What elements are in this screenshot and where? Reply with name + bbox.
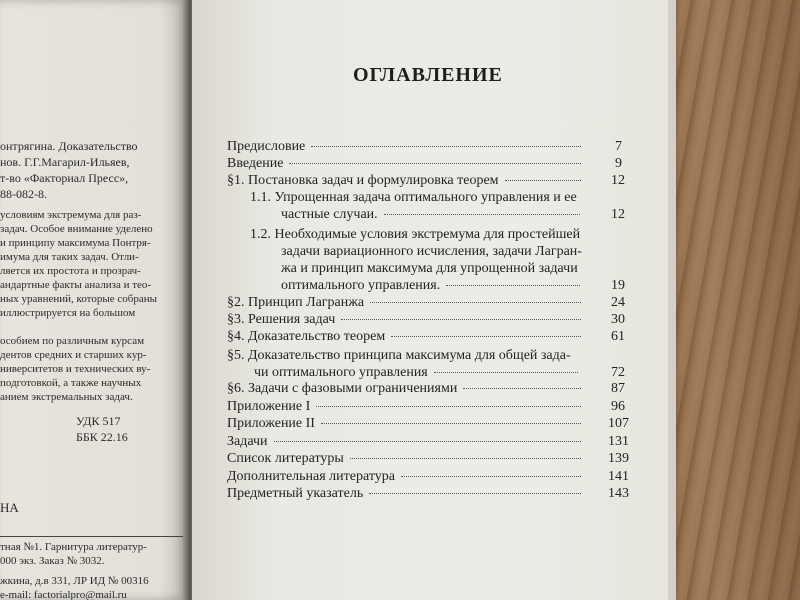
toc-entry-label: 1.2. Необходимые условия экстремума для простейшей <box>250 227 581 242</box>
toc-page-number: 7 <box>615 139 622 154</box>
left-page-abstract-line: иллюстрируется на большом <box>0 307 136 319</box>
toc-entry-label: Дополнительная литература <box>227 469 395 484</box>
imprint-line: тная №1. Гарнитура литератур- <box>0 541 147 553</box>
left-page-abstract-line: условиям экстремума для раз- <box>0 209 142 221</box>
toc-entry-section-4 <box>227 329 587 345</box>
toc-entry-label: Приложение II <box>227 416 315 431</box>
toc-page-number: 30 <box>611 312 625 327</box>
toc-entry-label: чи оптимального управления <box>254 365 428 380</box>
toc-entry-additional-references <box>227 469 587 485</box>
toc-entry-subject-index <box>227 486 587 502</box>
toc-entry-label: §4. Доказательство теорем <box>227 329 386 344</box>
toc-entry-label: §1. Постановка задач и формулировка теорем <box>227 173 499 188</box>
toc-page-number: 24 <box>611 295 625 310</box>
toc-entry-problems <box>227 434 587 450</box>
toc-entry-label: оптимального управления. <box>281 278 441 293</box>
toc-entry-label: Предметный указатель <box>227 486 364 501</box>
toc-page-number: 19 <box>611 278 625 293</box>
toc-entry-appendix-2 <box>227 416 587 432</box>
toc-entry-label: §5. Доказательство принципа максимума для общей зада- <box>227 348 571 363</box>
toc-entry-section-6 <box>227 381 587 397</box>
toc-entry-label: Приложение I <box>227 399 311 414</box>
toc-title: ОГЛАВЛЕНИЕ <box>353 64 503 86</box>
left-page-line: т-во «Факториал Пресс», <box>0 171 129 185</box>
left-page-abstract-line: ниверситетов и технических ву- <box>0 363 151 375</box>
toc-entry-label: §2. Принцип Лагранжа <box>227 295 365 310</box>
toc-entry-label: Список литературы <box>227 451 344 466</box>
toc-page-number: 96 <box>611 399 625 414</box>
page-edge <box>668 0 676 600</box>
imprint-divider <box>0 536 184 537</box>
toc-page-number: 107 <box>608 416 629 431</box>
toc-entry-section-2 <box>227 295 587 311</box>
toc-page-number: 141 <box>608 469 629 484</box>
toc-entry-appendix-1 <box>227 399 587 415</box>
left-page-abstract-line: имума для таких задач. Отли- <box>0 251 139 263</box>
toc-entry-label: §6. Задачи с фазовыми ограничениями <box>227 381 458 396</box>
left-page-abstract-line: подготовкой, а также научных <box>0 377 142 389</box>
left-page-line: нов. Г.Г.Магарил-Ильяев, <box>0 155 130 169</box>
toc-entry-label: Введение <box>227 156 284 171</box>
toc-page-number: 72 <box>611 365 625 380</box>
toc-entry-label: Задачи <box>227 434 268 449</box>
toc-entry-1-1 <box>281 207 586 223</box>
toc-entry-references <box>227 451 587 467</box>
left-page-abstract-line: ных уравнений, которые собраны <box>0 293 157 305</box>
toc-entry-section-5 <box>254 365 584 381</box>
toc-entry-preface <box>227 139 587 155</box>
toc-entry-label: частные случаи. <box>281 207 378 222</box>
left-page-line: онтрягина. Доказательство <box>0 139 138 153</box>
toc-entry-label: жа и принцип максимума для упрощенной задачи <box>281 261 578 276</box>
toc-page-number: 139 <box>608 451 629 466</box>
toc-page-number: 61 <box>611 329 625 344</box>
toc-entry-label: задачи вариационного исчисления, задачи Лагран- <box>281 244 582 259</box>
imprint-line: 000 экз. Заказ № 3032. <box>0 555 105 567</box>
toc-entry-label: 1.1. Упрощенная задача оптимального управления и ее <box>250 190 577 205</box>
toc-page-number: 87 <box>611 381 625 396</box>
toc-entry-1-2 <box>281 278 586 294</box>
toc-page-number: 9 <box>615 156 622 171</box>
udk-code: УДК 517 <box>76 414 121 428</box>
left-page-abstract-line: андартные факты анализа и теo- <box>0 279 152 291</box>
left-page-line: 88-082-8. <box>0 187 47 201</box>
toc-page-number: 12 <box>611 173 625 188</box>
toc-page-number: 131 <box>608 434 629 449</box>
left-page-na: НА <box>0 500 19 515</box>
left-page-abstract-line: дентов средних и старших кур- <box>0 349 147 361</box>
left-page <box>0 0 188 600</box>
toc-entry-section-1 <box>227 173 587 189</box>
toc-entry-label: §3. Решения задач <box>227 312 336 327</box>
toc-page-number: 12 <box>611 207 625 222</box>
bbk-code: ББК 22.16 <box>76 430 128 444</box>
left-page-abstract-line: ляется их простота и прозрач- <box>0 265 141 277</box>
toc-entry-intro <box>227 156 587 172</box>
left-page-abstract-line: задач. Особое внимание уделено <box>0 223 153 235</box>
toc-page-number: 143 <box>608 486 629 501</box>
imprint-line: жкина, д.в 331, ЛР ИД № 00316 <box>0 575 149 587</box>
left-page-abstract-line: анием экстремальных задач. <box>0 391 133 403</box>
left-page-abstract-line: и принципу максимума Понтря- <box>0 237 151 249</box>
toc-entry-section-3 <box>227 312 587 328</box>
imprint-line: e-mail: factorialpro@mail.ru <box>0 589 127 600</box>
toc-entry-label: Предисловие <box>227 139 306 154</box>
left-page-abstract-line: особием по различным курсам <box>0 335 145 347</box>
